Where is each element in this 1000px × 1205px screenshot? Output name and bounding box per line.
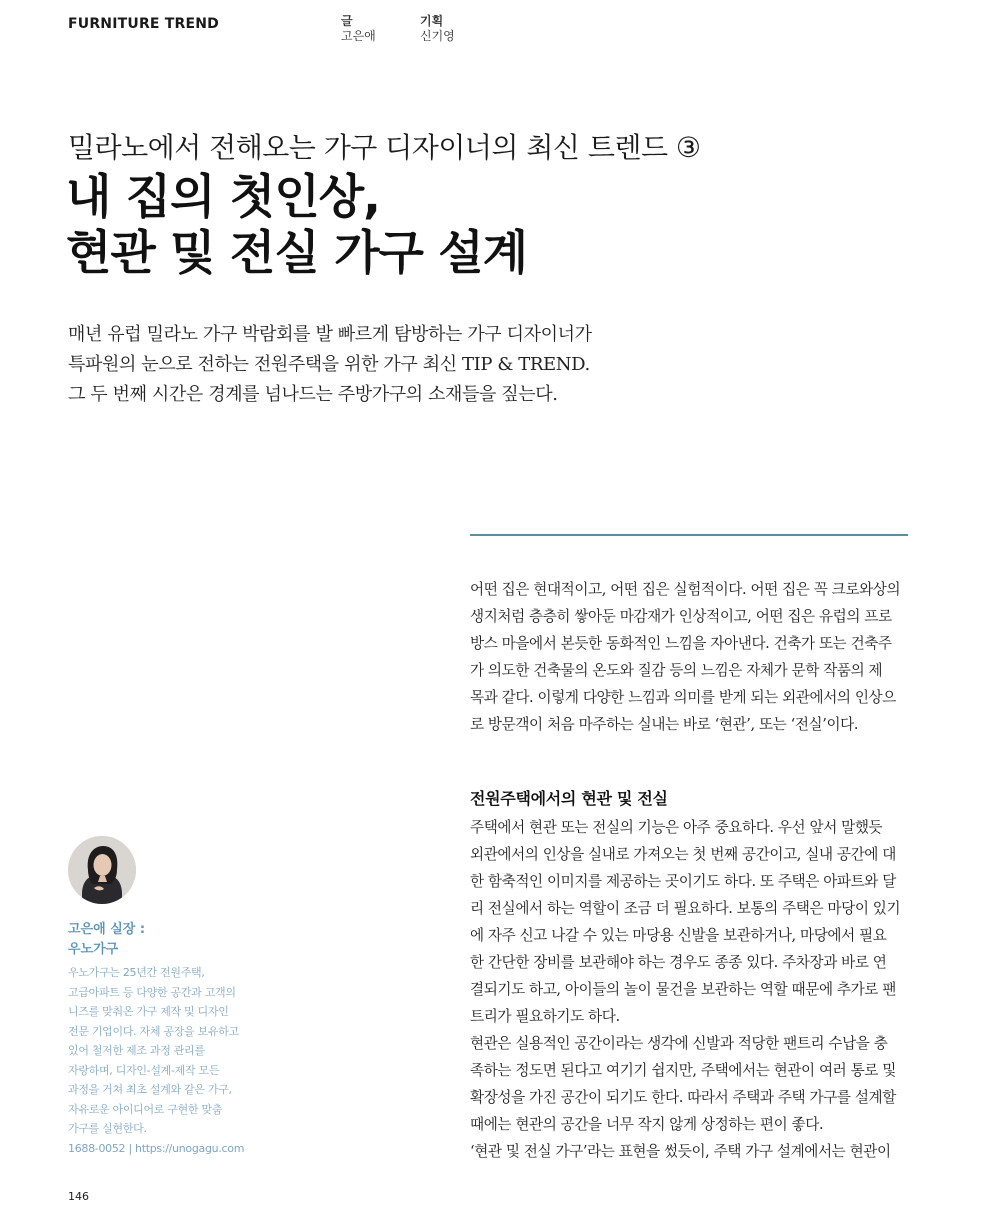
profile-line: 니즈를 맞춰온 가구 제작 및 디자인 — [68, 1005, 229, 1018]
body-line: 확장성을 가진 공간이 되기도 한다. 따라서 주택과 주택 가구를 설계할 — [470, 1089, 896, 1106]
body-line: ‘현관 및 전실 가구’라는 표현을 썼듯이, 주택 가구 설계에서는 현관이 — [470, 1143, 891, 1160]
body-line: 목과 같다. 이렇게 다양한 느낌과 의미를 받게 되는 외관에서의 인상으 — [470, 689, 896, 706]
article-headline — [66, 170, 527, 282]
planner-role: 기획 — [420, 14, 444, 28]
body-line: 족하는 정도면 된다고 여기기 쉽지만, 주택에서는 현관이 여러 통로 및 — [470, 1062, 896, 1079]
body-line: 어떤 집은 현대적이고, 어떤 집은 실험적이다. 어떤 집은 꼭 크로와상의 — [470, 581, 901, 598]
profile-line: 있어 철저한 제조 과정 관리를 — [68, 1044, 205, 1057]
body-line: 한 간단한 장비를 보관해야 하는 경우도 종종 있다. 주차장과 바로 연 — [470, 954, 887, 971]
planner-credit — [420, 14, 455, 44]
profile-line: 우노가구는 25년간 전원주택, — [68, 966, 205, 979]
profile-description — [68, 963, 244, 1158]
profile-contact[interactable]: 1688-0052 | https://unogagu.com — [68, 1141, 245, 1155]
lead-line: 특파원의 눈으로 전하는 전원주택을 위한 가구 최신 TIP & TREND. — [68, 354, 590, 375]
writer-credit — [341, 14, 376, 44]
planner-name: 신기영 — [420, 29, 455, 43]
body-line: 생지처럼 층층히 쌓아둔 마감재가 인상적이고, 어떤 집은 유럽의 프로 — [470, 608, 892, 625]
headline-line: 내 집의 첫인상, — [66, 170, 380, 225]
profile-line: 과정을 거쳐 최초 설계와 같은 가구, — [68, 1083, 232, 1096]
profile-line: 자유로운 아이디어로 구현한 맞춤 — [68, 1102, 223, 1116]
body-line: 가 의도한 건축물의 온도와 질감 등의 느낌은 자체가 문학 작품의 제 — [470, 662, 883, 679]
body-line: 에 자주 신고 나갈 수 있는 마당용 신발을 보관하거나, 마당에서 필요 — [470, 927, 887, 944]
author-portrait-icon — [68, 836, 136, 904]
body-line: 한 함축적인 이미지를 제공하는 곳이기도 하다. 또 주택은 아파트와 달 — [470, 873, 896, 890]
profile-line: 자랑하며, 디자인-설계-제작 모든 — [68, 1063, 220, 1077]
divider-rule — [470, 534, 908, 536]
body-line: 주택에서 현관 또는 전실의 기능은 아주 중요하다. 우선 앞서 말했듯 — [470, 819, 883, 836]
body-line: 때에는 현관의 공간을 너무 작지 않게 상정하는 편이 좋다. — [470, 1116, 824, 1133]
author-avatar — [68, 836, 136, 904]
body-line: 리 전실에서 하는 역할이 조금 더 필요하다. 보통의 주택은 마당이 있기 — [470, 900, 901, 917]
intro-paragraph — [470, 576, 910, 738]
profile-company: 우노가구 — [68, 942, 119, 957]
section-body — [470, 814, 910, 1165]
section-label: FURNITURE TREND — [68, 16, 220, 32]
profile-line: 전문 기업이다. 자체 공장을 보유하고 — [68, 1024, 239, 1038]
body-line: 외관에서의 인상을 실내로 가져오는 첫 번째 공간이고, 실내 공간에 대 — [470, 846, 896, 863]
body-line: 로 방문객이 처음 마주하는 실내는 바로 ‘현관’, 또는 ‘전실’이다. — [470, 716, 859, 733]
body-line: 방스 마을에서 본듯한 동화적인 느낌을 자아낸다. 건축가 또는 건축주 — [470, 635, 892, 652]
profile-name — [68, 920, 145, 960]
body-line: 결되기도 하고, 아이들의 놀이 물건을 보관하는 역할 때문에 추가로 팬 — [470, 981, 896, 998]
profile-line: 고급아파트 등 다양한 공간과 고객의 — [68, 985, 236, 999]
profile-line: 가구를 실현한다. — [68, 1122, 147, 1135]
writer-name: 고은애 — [341, 29, 376, 43]
lead-line: 그 두 번째 시간은 경계를 넘나드는 주방가구의 소재들을 짚는다. — [68, 384, 558, 405]
headline-line: 현관 및 전실 가구 설계 — [66, 226, 528, 281]
lead-paragraph — [68, 320, 592, 410]
article-subtitle: 밀라노에서 전해오는 가구 디자이너의 최신 트렌드 ③ — [68, 131, 701, 164]
body-line: 트리가 필요하기도 하다. — [470, 1008, 620, 1025]
profile-name-line: 고은애 실장 : — [68, 922, 146, 937]
lead-line: 매년 유럽 밀라노 가구 박람회를 발 빠르게 탐방하는 가구 디자이너가 — [68, 324, 592, 345]
body-line: 현관은 실용적인 공간이라는 생각에 신발과 적당한 팬트리 수납을 충 — [470, 1035, 888, 1052]
page-number: 146 — [68, 1190, 89, 1203]
section-heading: 전원주택에서의 현관 및 전실 — [470, 789, 668, 808]
writer-role: 글 — [341, 14, 353, 28]
